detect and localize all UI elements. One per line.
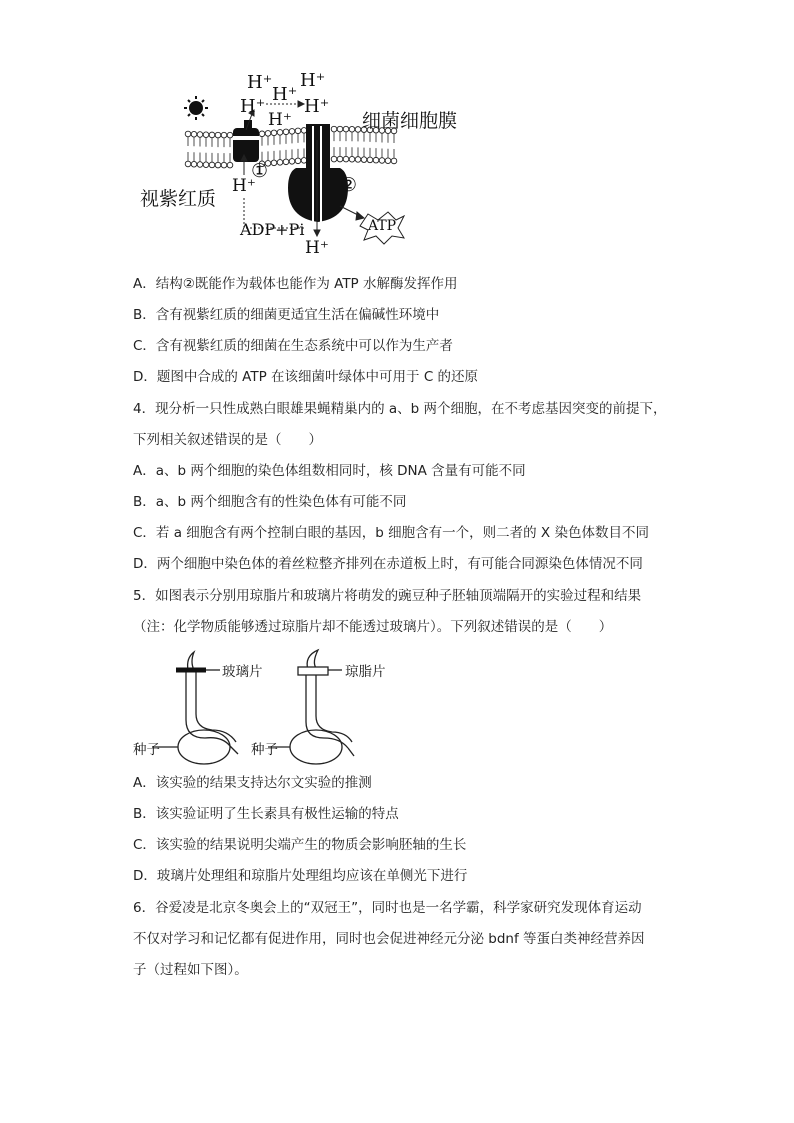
seed-label: 种子: [133, 742, 160, 758]
q4-stem-line-1: 4．现分析一只性成熟白眼雄果蝇精巢内的 a、b 两个细胞，在不考虑基因突变的前提下，: [133, 401, 667, 417]
q6-line-3: 子（过程如下图）。: [133, 962, 248, 978]
proton-label: H⁺: [240, 96, 266, 117]
proton-label: H⁺: [247, 72, 273, 93]
marker-1: ①: [251, 160, 269, 182]
seed-label: 种子: [251, 742, 278, 758]
proton-label: H⁺: [232, 176, 256, 196]
adp-pi-label: ADP+Pi: [240, 220, 305, 239]
q5-option-c: C．该实验的结果说明尖端产生的物质会影响胚轴的生长: [133, 837, 467, 853]
q5-stem-line-2: （注：化学物质能够透过琼脂片却不能透过玻璃片）。下列叙述错误的是（ ）: [133, 619, 613, 635]
proton-label: H⁺: [305, 238, 329, 258]
q4-option-b: B．a、b 两个细胞含有的性染色体有可能不同: [133, 494, 407, 510]
q4-option-d: D．两个细胞中染色体的着丝粒整齐排列在赤道板上时，有可能合同源染色体情况不同: [133, 556, 643, 572]
q5-option-b: B．该实验证明了生长素具有极性运输的特点: [133, 806, 399, 822]
agar-plate-label: 琼脂片: [345, 664, 386, 680]
marker-2: ②: [340, 174, 358, 196]
proton-label: H⁺: [300, 70, 326, 91]
q4-stem-line-2: 下列相关叙述错误的是（ ）: [133, 432, 322, 448]
proton-label: H⁺: [268, 110, 292, 130]
rhodopsin-protein: [233, 120, 259, 162]
proton-label: H⁺: [304, 96, 330, 117]
q4-option-c: C．若 a 细胞含有两个控制白眼的基因，b 细胞含有一个，则二者的 X 染色体数目不同: [133, 525, 649, 541]
atp-synthase: [288, 124, 348, 225]
q5-option-a: A．该实验的结果支持达尔文实验的推测: [133, 775, 372, 791]
q3-option-c: C．含有视紫红质的细菌在生态系统中可以作为生产者: [133, 338, 453, 354]
rhodopsin-label: 视紫红质: [140, 188, 217, 210]
q6-line-2: 不仅对学习和记忆都有促进作用，同时也会促进神经元分泌 bdnf 等蛋白类神经营养因: [133, 931, 645, 947]
q4-option-a: A．a、b 两个细胞的染色体组数相同时，核 DNA 含量有可能不同: [133, 463, 526, 479]
sun-icon: [184, 96, 208, 120]
q6-line-1: 6．谷爱凌是北京冬奥会上的“双冠王”，同时也是一名学霸，科学家研究发现体育运动: [133, 900, 642, 916]
q5-stem-line-1: 5．如图表示分别用琼脂片和玻璃片将萌发的豌豆种子胚轴顶端隔开的实验过程和结果: [133, 588, 642, 604]
seedling-diagram-svg: [0, 650, 794, 770]
seedling-agar-group: [268, 650, 354, 764]
q5-option-d: D．玻璃片处理组和琼脂片处理组均应该在单侧光下进行: [133, 868, 468, 884]
proton-label: H⁺: [272, 84, 298, 105]
membrane-label: 细菌细胞膜: [362, 110, 458, 132]
atp-label: ATP: [368, 218, 397, 234]
q3-option-b: B．含有视紫红质的细菌更适宜生活在偏碱性环境中: [133, 307, 440, 323]
q3-option-a: A．结构②既能作为载体也能作为 ATP 水解酶发挥作用: [133, 276, 458, 292]
glass-plate-label: 玻璃片: [222, 664, 263, 680]
q3-option-d: D．题图中合成的 ATP 在该细菌叶绿体中可用于 C 的还原: [133, 369, 479, 385]
